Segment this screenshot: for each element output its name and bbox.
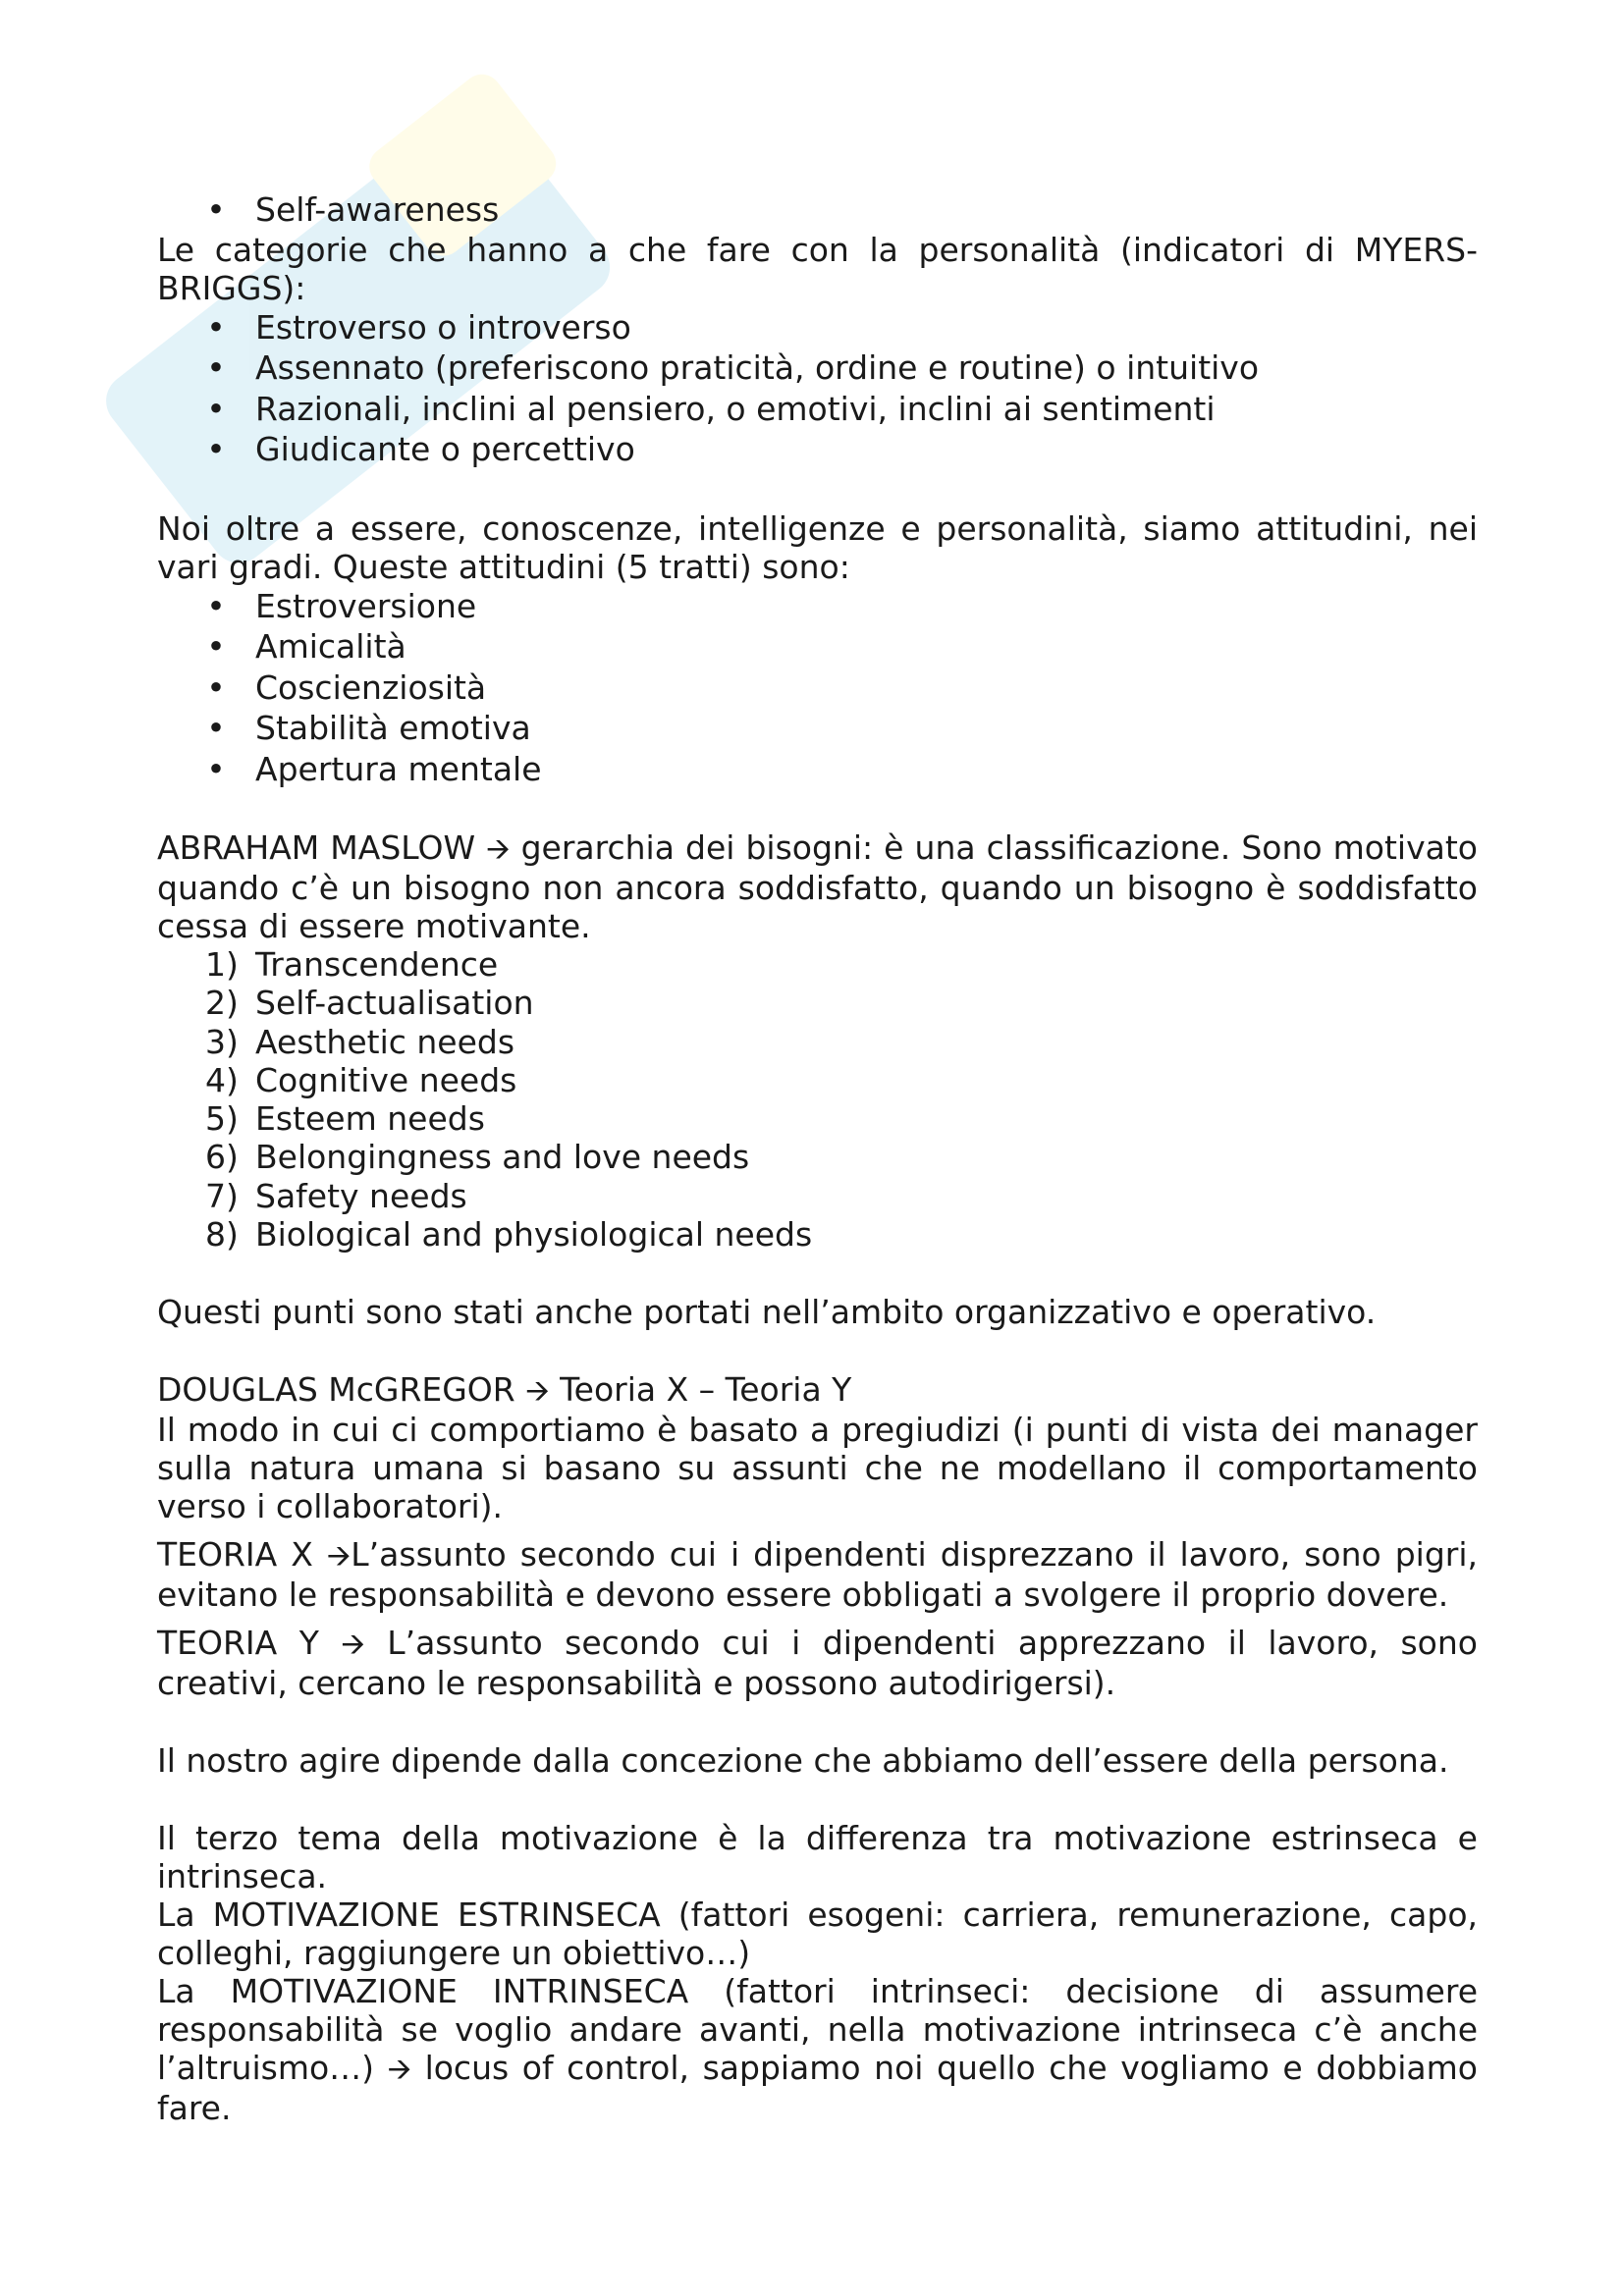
list-item: • Amicalità <box>206 627 406 666</box>
list-item: 7) Safety needs <box>205 1176 467 1215</box>
paragraph-myers-briggs: Le categorie che hanno a che fare con la personalità (indicatori di MYERS-BRIGGS): <box>157 230 1478 307</box>
personality-list <box>157 307 1478 470</box>
list-item: 2) Self-actualisation <box>205 984 534 1023</box>
list-item: • Coscienziosità <box>206 667 487 707</box>
list-item: • Stabilità emotiva <box>206 709 531 747</box>
needs-list <box>157 945 1478 1254</box>
arrow-icon: 🡪 <box>387 2053 411 2088</box>
arrow-icon: 🡪 <box>486 832 511 867</box>
heading-mcgregor <box>157 1370 1478 1411</box>
document-page <box>157 189 1478 2127</box>
theory-x-text: L’assunto secondo cui i dipendenti disprezzano il lavoro, sono pigri, evitano le responsabilità e devono essere obbligati a svolgere il proprio dovere. <box>157 1535 1479 1615</box>
list-item: 8) Biological and physiological needs <box>205 1215 813 1255</box>
list-item: • Self-awareness <box>206 190 500 229</box>
arrow-icon: 🡪 <box>525 1374 550 1410</box>
theory-y-text: L’assunto secondo cui i dipendenti apprezzano il lavoro, sono creativi, cercano le responsabilità e possono autodirigersi). <box>157 1624 1478 1703</box>
list-item: • Estroverso o introverso <box>206 307 631 347</box>
list-item: 1) Transcendence <box>205 945 499 984</box>
mcgregor-name: DOUGLAS McGREGOR <box>157 1370 515 1410</box>
intrinseca-tail: locus of control, sappiamo noi quello che vogliamo e dobbiamo fare. <box>157 2049 1478 2128</box>
paragraph-intrinseca <box>157 1972 1478 2127</box>
paragraph-points: Questi punti sono stati anche portati nell’ambito organizzativo e operativo. <box>157 1293 1377 1332</box>
attitudes-list <box>157 586 1478 790</box>
paragraph-prejudice: Il modo in cui ci comportiamo è basato a pregiudizi (i punti di vista dei manager sulla natura umana si basano su assunti che ne modellano il comportamento verso i collaboratori). <box>157 1411 1478 1526</box>
intrinseca-text: La MOTIVAZIONE INTRINSECA (fattori intrinseci: decisione di assumere responsabilità se voglio andare avanti, nella motivazione intrinseca c’è anche l’altruismo…) <box>157 1972 1478 2088</box>
list-item: • Assennato (preferiscono praticità, ordine e routine) o intuitivo <box>206 348 1260 387</box>
list-item: 6) Belongingness and love needs <box>205 1138 750 1177</box>
paragraph-agire: Il nostro agire dipende dalla concezione che abbiamo dell’essere della persona. <box>157 1741 1449 1781</box>
list-item: 3) Aesthetic needs <box>205 1022 515 1061</box>
list-item: • Estroversione <box>206 586 477 625</box>
paragraph-estrinseca: La MOTIVAZIONE ESTRINSECA (fattori esogeni: carriera, remunerazione, capo, colleghi, raggiungere un obiettivo…) <box>157 1896 1478 1973</box>
theory-x-label: TEORIA X <box>157 1535 313 1575</box>
intro-list <box>157 189 1478 231</box>
paragraph-theory-y <box>157 1624 1478 1702</box>
list-item: 5) Esteem needs <box>205 1099 485 1139</box>
list-item: 4) Cognitive needs <box>205 1060 517 1099</box>
list-item: • Giudicante o percettivo <box>206 430 635 468</box>
paragraph-attitudes: Noi oltre a essere, conoscenze, intelligenze e personalità, siamo attitudini, nei vari gradi. Queste attitudini (5 tratti) sono: <box>157 508 1478 586</box>
paragraph-theory-x <box>157 1535 1478 1614</box>
maslow-text: gerarchia dei bisogni: è una classificazione. Sono motivato quando c’è un bisogno non ancora soddisfatto, quando un bisogno è soddisfatto cessa di essere motivante. <box>157 828 1478 945</box>
maslow-name: ABRAHAM MASLOW <box>157 828 476 867</box>
paragraph-terzo-tema: Il terzo tema della motivazione è la differenza tra motivazione estrinseca e intrinseca. <box>157 1819 1478 1896</box>
paragraph-maslow <box>157 828 1478 945</box>
arrow-icon: 🡪 <box>326 1539 352 1575</box>
theory-y-label: TEORIA Y <box>157 1624 319 1663</box>
list-item: • Razionali, inclini al pensiero, o emotivi, inclini ai sentimenti <box>206 389 1216 428</box>
list-item: • Apertura mentale <box>206 749 542 788</box>
mcgregor-theories: Teoria X – Teoria Y <box>560 1370 852 1410</box>
arrow-icon: 🡪 <box>341 1628 365 1663</box>
